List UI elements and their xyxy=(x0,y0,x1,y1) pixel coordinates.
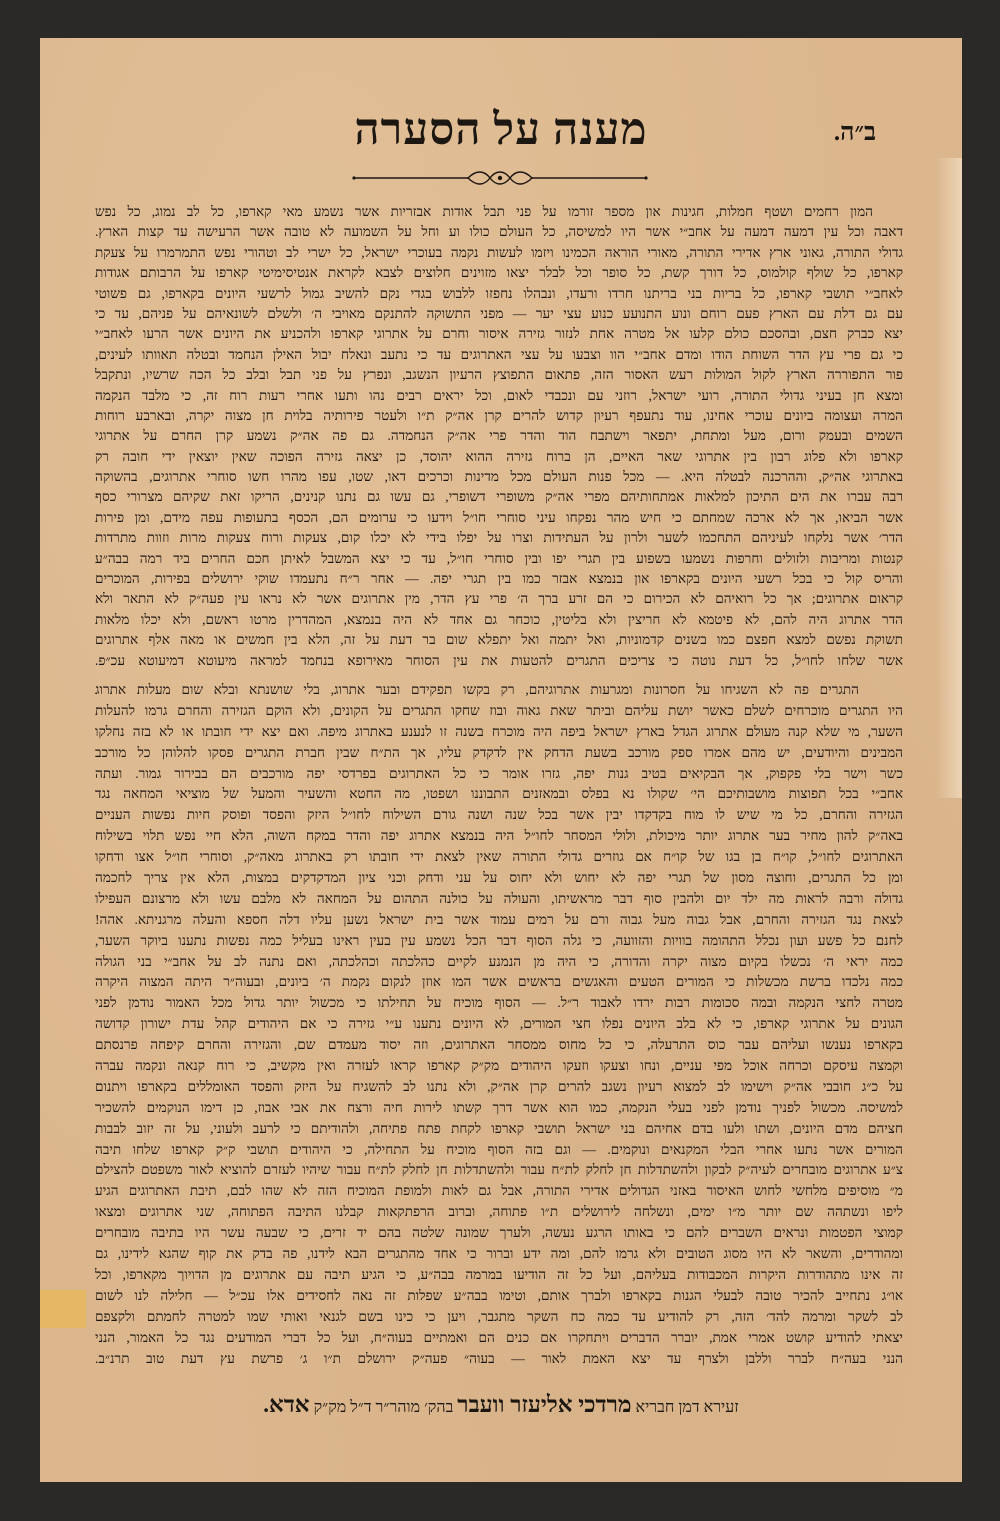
paragraph-line: והריס קול כי בכל רשעי היונים בקארפו און בנמצא אבזר כמו בין תגרי יפה. — אחר ר״ח נתעמדו שוקי ירושלים בפירות, המוכרים xyxy=(95,571,903,587)
signature-name: מרדכי אליעזר וועבר xyxy=(457,1392,632,1417)
paragraph-line: כי גם פרי עץ הדר השוחת הודו ומדם אחב״י הוו וצבעו על עצי האתרוגים עד כי נתעב ונאלח יבול האילן הנחמד ובטלה תאוותו לעינים, xyxy=(95,346,903,362)
paragraph-line: מטרה לחצי הנקמה ובמה סכומות רבות ירדו לאבוד ר״ל. — הסוף מוכיח על תחילתו כי מכשול יותר גדול מכל האמור נודמן לפני xyxy=(95,995,903,1011)
besiyata-dishmaya-mark: ב״ה. xyxy=(833,119,876,146)
paragraph-line: זה אינו מתהודרות היקרות המכבודות בעליהם, ועל כל זה הודיעו במרמה בבה״ע, כי הגיע תיבה עם אתרוגים מן הדויוך מקארפו, וכל xyxy=(95,1266,903,1282)
signature-place: אדא. xyxy=(263,1392,310,1417)
paragraph-line: ומהודרים, והשאר לא היו מסוג הטובים ולא גרמו להם, ומה ידע וברור כי אחד מהתגרים הבא לידנו, פה בדק את קוף שהגא לידינו, גם xyxy=(95,1246,903,1262)
paragraph-line: אשר שלחו לחו״ל, כל דעת נוטה כי צריכים התגרים להטעות את עין הסוחר מאירופא בנחמד למראה מיעוטא דמיעוטא עכ״פ. xyxy=(95,652,903,668)
paragraph-line: כשר וישר בלי פקפוק, אך הבקיאים בטיב גנות יפה, גזרו אומר כי כל האתרוגים בפרדסי יפה מורכבים הם בבירור גמור. ועתה xyxy=(95,765,903,781)
paragraph-line: באתרוגי אה״ק, וההרכנה לבטלה היא. — מכל פנות העולם מכל מדינות וכרכים דאו, שטו, עפו מהרו חשו סוחרי אתרוגים, בהשוקה xyxy=(95,469,903,485)
paragraph-line: דאבה וכל עין דמעה דמעה על אחב״י אשר היו למשיסה, כל העולם כולו וע וחל על השמועה לא טובה אשר הרעישה עד קצות הארץ. xyxy=(95,224,903,240)
paragraph-line: וקמצה עיסקם וכרחה אוכל מפי עניים, ונחו וצעקו וזעקו היהודים מק״ק קארפו קראו לעזרה ואין מקשיב, כי רוח קנאה ונקמה עברה xyxy=(95,1058,903,1074)
paragraph-line: תשוקת נפשם למצא חפצם כמו בשנים קדמוניות, ואל יתמה ואל יתפלא שום בר דעת על זה, הלא בין חמשים או מאה אלף אתרוגים xyxy=(95,632,903,648)
paragraph-line: רבה עברו את הים התיכון למלאות אמתחותיהם מפרי אה״ק משופרי דשופרי, גם עשו גם נתנו קנינים, הריקו זאת שקיהם מצרורי כסף xyxy=(95,489,903,505)
page-title: מענה על הסערה xyxy=(354,105,648,154)
paragraph-line: צ״ע אתרוגים מובחרים לעיה״ק לבקון ולהשתדלות חן לחלק לת״ח עבור ולהשתדלות חן לחלק לת״ח עבור שיהיו לעזרם להוציא לאור משפטם להצילם xyxy=(95,1162,903,1178)
paragraph-line: המרה ועצומה ביונים עוכרי אחינו, עוד נתעפף רעיון קדוש להרים קרן אה״ק ת״ו ולעטר פירותיה בלוית חן מצוה יקרה, ובארבע רוחות xyxy=(95,407,903,423)
paragraph-line: לחנם כל פשע ועון נכלל התהומה בוויות והזוועה, כי גלה הסוף דבר הכל נשמע עין בעין ראינו בעליל כמה נפשות נתענו ביוקר השער, xyxy=(95,932,903,948)
broadside-page xyxy=(40,38,962,1482)
paper-stain xyxy=(936,158,962,798)
paragraph-line: הדר׳ אשר נלקחו לעיניהם התחכמו לשער ולרון על העתידות וצרו על יפלו בידי לא יכלו קום, צעקות ורוח צעקות מרות וזוות מתרדות xyxy=(95,530,903,546)
paragraph-2 xyxy=(95,680,903,1369)
signature-lineage: בהק׳ מוהר״ר ד״ל מק״ק xyxy=(313,1399,454,1416)
paragraph-line: או״ג נתחייב להכיר טובה לבעלי הגנות בקארפו ולברך אותם, וטימו בבה״ע שפלות זה נאה לחסידים אלו עכ״ל — חלילה לנו לשום xyxy=(95,1287,903,1303)
title-ornament xyxy=(350,168,650,188)
paragraph-line: קנטות ומריבות ולזולים וחרפות נשמעו בשפוע בין תגרי יפו ובין סוחרי חו״ל, עד כי יצא המשבל לאיתן חכם החרים ביד רמה בבה״ע xyxy=(95,550,903,566)
paragraph-line: קארפו, כל שולף קולמוס, כל דורך קשת, כל סופר וכל לבלר יצאו מזוינים חלוצים לצבא לקראת אנטיסימיטי קארפו על הרבותם אגודות xyxy=(95,265,903,281)
paragraph-line: פור התפוררה הארץ לקול המולות רעש האסור הזה, פתאום התפוצץ הרעיון הנשגב, ונפרץ על פני תבל ובלב כל הכה שרשיו, ונתקבל xyxy=(95,367,903,383)
paragraph-line: בקארפו נענשו ועליהם עבר כוס התרעלה, כי כל מחוס ממסחר האתרוגים, וזה יסוד מעמדם שם, והגזירה והחרם קיפחה פרנסתם xyxy=(95,1037,903,1053)
paragraph-line: לצאת נגד הגזירה והחרם, אבל גבוה מעל גבוה ורם על רמים עמוד אשר בית ישראל נשען עליו דלה חספא והעלה מרגניתא. אהה! xyxy=(95,911,903,927)
paragraph-line: גדולה ורבה לראות מה ילד יום ולהבין סוף דבר מראשיתו, והעולה על כולנה התהום על המחאה לא מלבם עשו ולא מרצונם העפילו xyxy=(95,890,903,906)
paragraph-line: ליפו ונשתהה שם יותר מ״ו ימים, ונשלחה לירושלים ת״ו פתוחה, וברוב הרפתקאות קבלנו התיבה הפתוחה, שני אתרוגים ומצאו xyxy=(95,1204,903,1220)
paragraph-line: על כ״ג חובבי אה״ק וישימו לב למצוא רעיון נשגב להרים קרן אה״ק, ולא נתנו לב להשגיח על היזק והפסד האומללים בקארפו ויתנום xyxy=(95,1078,903,1094)
paragraph-line: האתרוגים לחו״ל, קו״ח בן בגו של קו״ח אם גוזרים גדולי התורה שאין לצאת ידי חובתו רק באתרוג מאה״ק, וסוחרי חו״ל אצו ודחקו xyxy=(95,849,903,865)
paragraph-line: השמים ובעמק ורום, מעל ומתחת, יתפאר וישתבח הוד והדר פרי אה״ק הנחמדה. גם פה אה״ק נשמע קרן החרם על אתרוגי xyxy=(95,428,903,444)
paragraph-line: היו התגרים מוכרחים לשלם כאשר יושת עליהם וביתר שאת גאוה ובוז שחקו התגרים על הקונים, ולא הוקם הגזירה והחרם גרמו להעלות xyxy=(95,702,903,718)
paragraph-line: הדר אתרוג היה להם, לא פיטמא לא חריצין ולא בליטין, כוכחר גם אחד לא היה בנמצא, המהדרין מרטו ראשם, ולא יכלו מלאות xyxy=(95,611,903,627)
paragraph-line: המורים אשר נתעו אחרי הבלי המקנאים ונוקמים. — וגם בזה הסוף מוכיח על התחילה, כי היהודים תושבי ק״ק קארפו שלחו תיבה xyxy=(95,1141,903,1157)
paragraph-line: כמה נלכדו ברשת מכשלות כי המורים הטעים והאגשים בראשים אשר המו אוזן לנקום נקמת ה׳ ביונים, ובעוה״ר היתה המצוה היקרה xyxy=(95,974,903,990)
paragraph-line: למשיסה. מכשול לפניך נודמן לפני בעלי הנקמה, כמו הוא אשר דרך קשתו לירות חיה ורצח את אבי אבוז, כן דימו הנוקמים להשכיר xyxy=(95,1099,903,1115)
paragraph-line: קארפו ולא פלוג רבון בין אתרוגי שאר האיים, הן ברוח גזירה ההוא יהוסד, כן יצאה גזירה הפוכה שאין יוצאין ידי חובה רק xyxy=(95,448,903,464)
paragraph-line: יצאתי להודיע קושט אמרי אמת, יוברר הדברים ויתחקרו אם כנים הם ואמתיים בעוה״ח, ועל כל דברי המודעים נגד כל האמור, הנני xyxy=(95,1329,903,1345)
paragraph-line: קראום אתרוגים; אך כל רואיהם לא הכירום כי הם זרע ברך ה׳ פרי עץ הדר, מין אתרוגים אשר לא נראו עין פעה״ק לא התאר ולא xyxy=(95,591,903,607)
paragraph-line: לאחב״י תושבי קארפו, כל בריות בני בריתנו חרדו ורעדו, ונבהלו נחפזו ללבוש בגדי נקם להשיב גמול לרשעי היונים בקארפו, גם פשוטי xyxy=(95,285,903,301)
signature-prefix: זעירא דמן חבריא xyxy=(635,1399,739,1416)
paragraph-line: יצא כברק חצם, ובהסכם כולם קלעו אל מטרה אחת לנזור גזירה איסור וחרם על אתרוגי קארפו ולהכניע את היונים אשר הרעו לאחב״י xyxy=(95,326,903,342)
paragraph-line: המבינים והיודעים, יש מהם אמרו ספק מורכב בשעת הדחק אין לדקדק עליו, אך הת״ח שבין חברת התגרים פסקו להלוהן כל מורכב xyxy=(95,744,903,760)
paragraph-line: מ״ מוסיפים מלחשי לחוש האיסור באזני הגדולים אדירי התורה, אבל גם לאות ולמופת המוכיח הזה לא שהו לבם, תיבת האתרוגים הגיע xyxy=(95,1183,903,1199)
paragraph-line: גדולי התורה, גאוני ארץ אדירי התורה, מאורי הוראה הכמינו ויזמו לעשות נקמה בעוכרי ישראל, כל ישרי לב וטהורי נפש התמרמרו על צעקת xyxy=(95,244,903,260)
paragraph-line: הגונים על אתרוגי קארפו, כי לא בלב היונים נפלו חצי המורים, לא היונים נתענו ע״י גזירה כי אם היהודים קהל עדת ישורון קדושה xyxy=(95,1016,903,1032)
paragraph-line: לב לשקר ומרמה להד׳ הזה, רק להודיע עד כמה כח השקר מתגבר, ויען כי כינו בשם לגנאי ואותי שמו למטרה לחמתם ולקצפם xyxy=(95,1308,903,1324)
paragraph-line: הנני בעה״ח לברר וללבן ולצרף עד יצא האמת לאור — בעוה״ פעה״ק ירושלם ת״ו ג׳ פרשת עץ דעת טוב תרנ״ב. xyxy=(95,1350,903,1366)
paragraph-line: המון רחמים ושטף חמלות, חגינות און מספר זורמו על פני תבל אודות אבזריות אשר נשמע מאי קארפו, כל לב נמוג, כל נפש xyxy=(95,204,873,219)
paragraph-line: אשר הביאו, אך לא ארכה שמחתם כי חיש מהר נפקחו עיני סוחרי חו״ל וידעו כי ערומים הם, הכסף בתעופות עפה מידם, ומן פירות xyxy=(95,509,903,525)
signature xyxy=(40,1388,962,1422)
paragraph-line: ומצא חן בעיני גדולי התורה, רועי ישראל, רוזני עם ונכבדי לאום, וכל יראים רבים נהו ותעו אחרי רעות רוח זה, כי מלבד הנקמה xyxy=(95,387,903,403)
paragraph-line: חציהם מדם היונים, ושתו ולעו בדם אחיהם בני ישראל תושבי קארפו לקחת פתח פתיחה, ולהודיתם כי לרעב ולעוני, על זה יזוב לבבות xyxy=(95,1120,903,1136)
paragraph-line: קמוצי הפטמות ונראים השברים להם כי באותו הרגע נעשה, ולערך שמונה שלטה בהם יד זרים, כי שבעה עשר היו בתיבה מובחרים xyxy=(95,1225,903,1241)
paragraph-line: כמה יראי ה׳ נכשלו בקיום מצוה יקרה והדורה, כי היה מן הנמנע לקיים כהלכתה וכהלכתה, ואם נתנה לב על אחב״י בני הגולה xyxy=(95,953,903,969)
paragraph-line: אחב״י בכל תפוצות מושבותיכם הי׳ שקולו נא בפלס ובמאזנים התבוננו ושפטו, מה החטא והשעיר והמעל של מוציאי המחאה נגד xyxy=(95,786,903,802)
paragraph-line: השער, מי שלא קנה מעולם אתרוג הגדל בארץ ישראל ביפה היה מוכרח בשנה זו לנענע באתרוג מיפה. ואם יצא ידי חובתו או לא בזה נחלקו xyxy=(95,723,903,739)
paragraph-line: באה״ק להון מחיר בער אתרוג יותר מיכולת, ולולי המסחר לחו״ל היה בנמצא אתרוג יפה והדר במקח השוה, הלא חיי נפש תלוי בשילוח xyxy=(95,828,903,844)
paragraph-line: התגרים פה לא השגיחו על חסרונות ומגרעות אתרוגיהם, רק בקשו תפקידם ובער אתרוג, בלי שושנתא ובלא שום מעלות אתרוג xyxy=(95,682,859,697)
paragraph-line: עם גם דלת עם הארץ פעם רוחם ונוע התנועע כנוע עצי יער — מפני התשוקה להתנקם מאויבי ה׳ ולשלם לשונאיהם על פניהם, עד כי xyxy=(95,305,903,321)
paragraph-line: ומן כל התגרים, וחוצה מסון של תגרי יפה לא יחוש ולא יחוס על עני ודחק וכני ציון המדקדקים במצות, הלא אין צריך לחכמה xyxy=(95,870,903,886)
paragraph-line: הגזירה והחרם, כל מי שיש לו מוח בקדקדו יבין אשר בכל שנה ושנה גורם השילוח לחו״ל היזק והפסד ופוסק חיות נפשות העניים xyxy=(95,807,903,823)
paragraph-1 xyxy=(95,202,903,671)
tape-mark xyxy=(40,1290,86,1328)
